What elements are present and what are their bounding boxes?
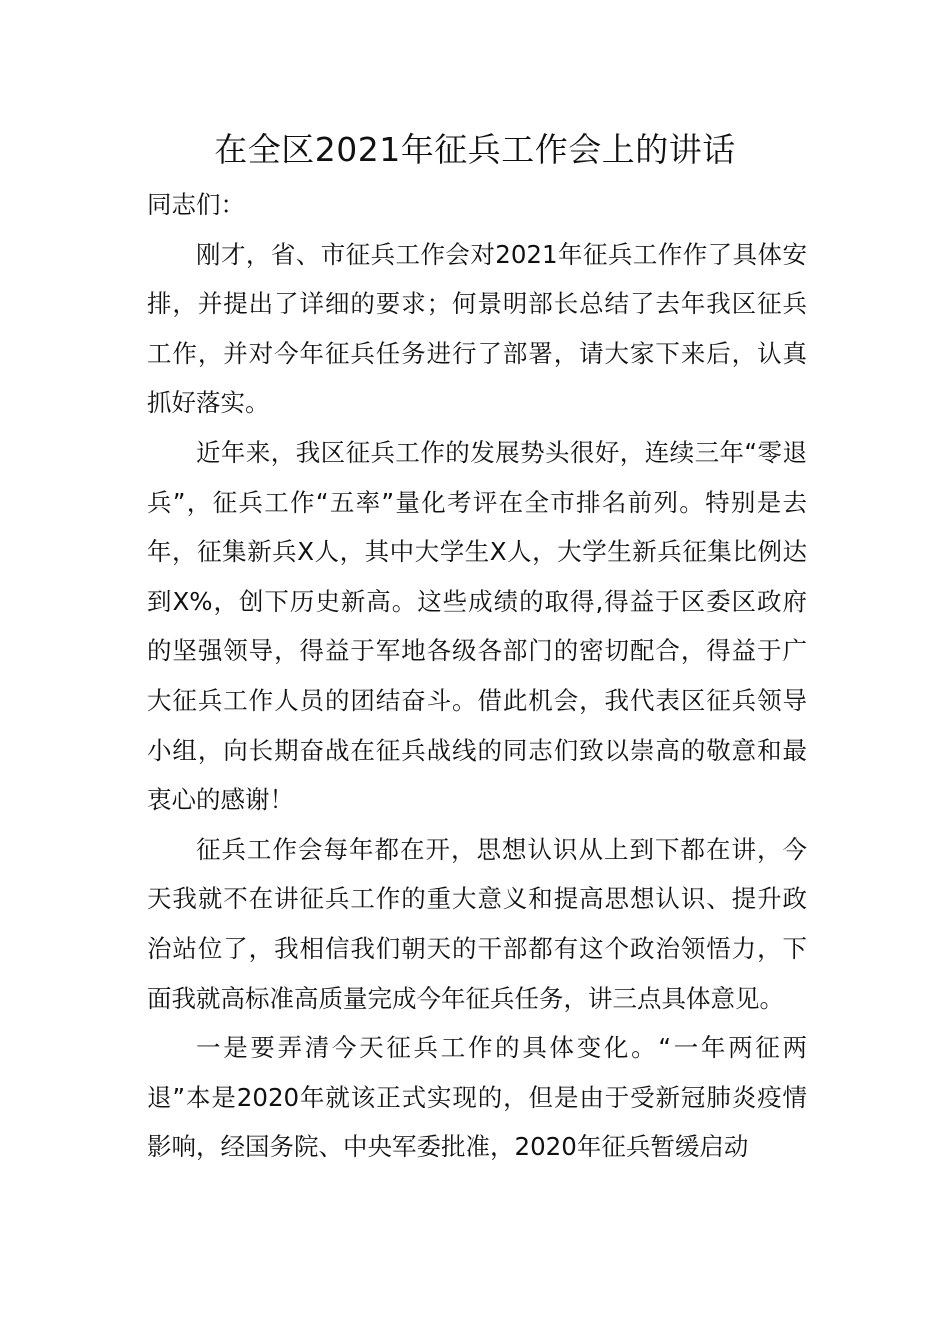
paragraph-2: 近年来，我区征兵工作的发展势头很好，连续三年“零退兵”，征兵工作“五率”量化考评在全市排名前列。特别是去年，征集新兵X人，其中大学生X人，大学生新兵征集比例达到X%，创下历史新高。这些成绩的取得,得益于区委区政府的坚强领导，得益于军地各级各部门的密切配合，得益于广大征兵工作人员的团结奋斗。借此机会，我代表区征兵领导小组，向长期奋战在征兵战线的同志们致以崇高的敬意和最衷心的感谢！ [147,437,807,815]
paragraph-3: 征兵工作会每年都在开，思想认识从上到下都在讲，今天我就不在讲征兵工作的重大意义和提高思想认识、提升政治站位了，我相信我们朝天的干部都有这个政治领悟力，下面我就高标准高质量完成今年征兵任务，讲三点具体意见。 [147,834,807,1013]
document-title: 在全区2021年征兵工作会上的讲话 [214,130,736,169]
document-body [147,180,807,1172]
salutation: 同志们： [147,190,245,219]
paragraph-1: 刚才，省、市征兵工作会对2021年征兵工作作了具体安排，并提出了详细的要求；何景明部长总结了去年我区征兵工作，并对今年征兵任务进行了部署，请大家下来后，认真抓好落实。 [147,239,807,418]
paragraph-4: 一是要弄清今天征兵工作的具体变化。“一年两征两退”本是2020年就该正式实现的，但是由于受新冠肺炎疫情影响，经国务院、中央军委批准，2020年征兵暂缓启动 [147,1033,807,1162]
